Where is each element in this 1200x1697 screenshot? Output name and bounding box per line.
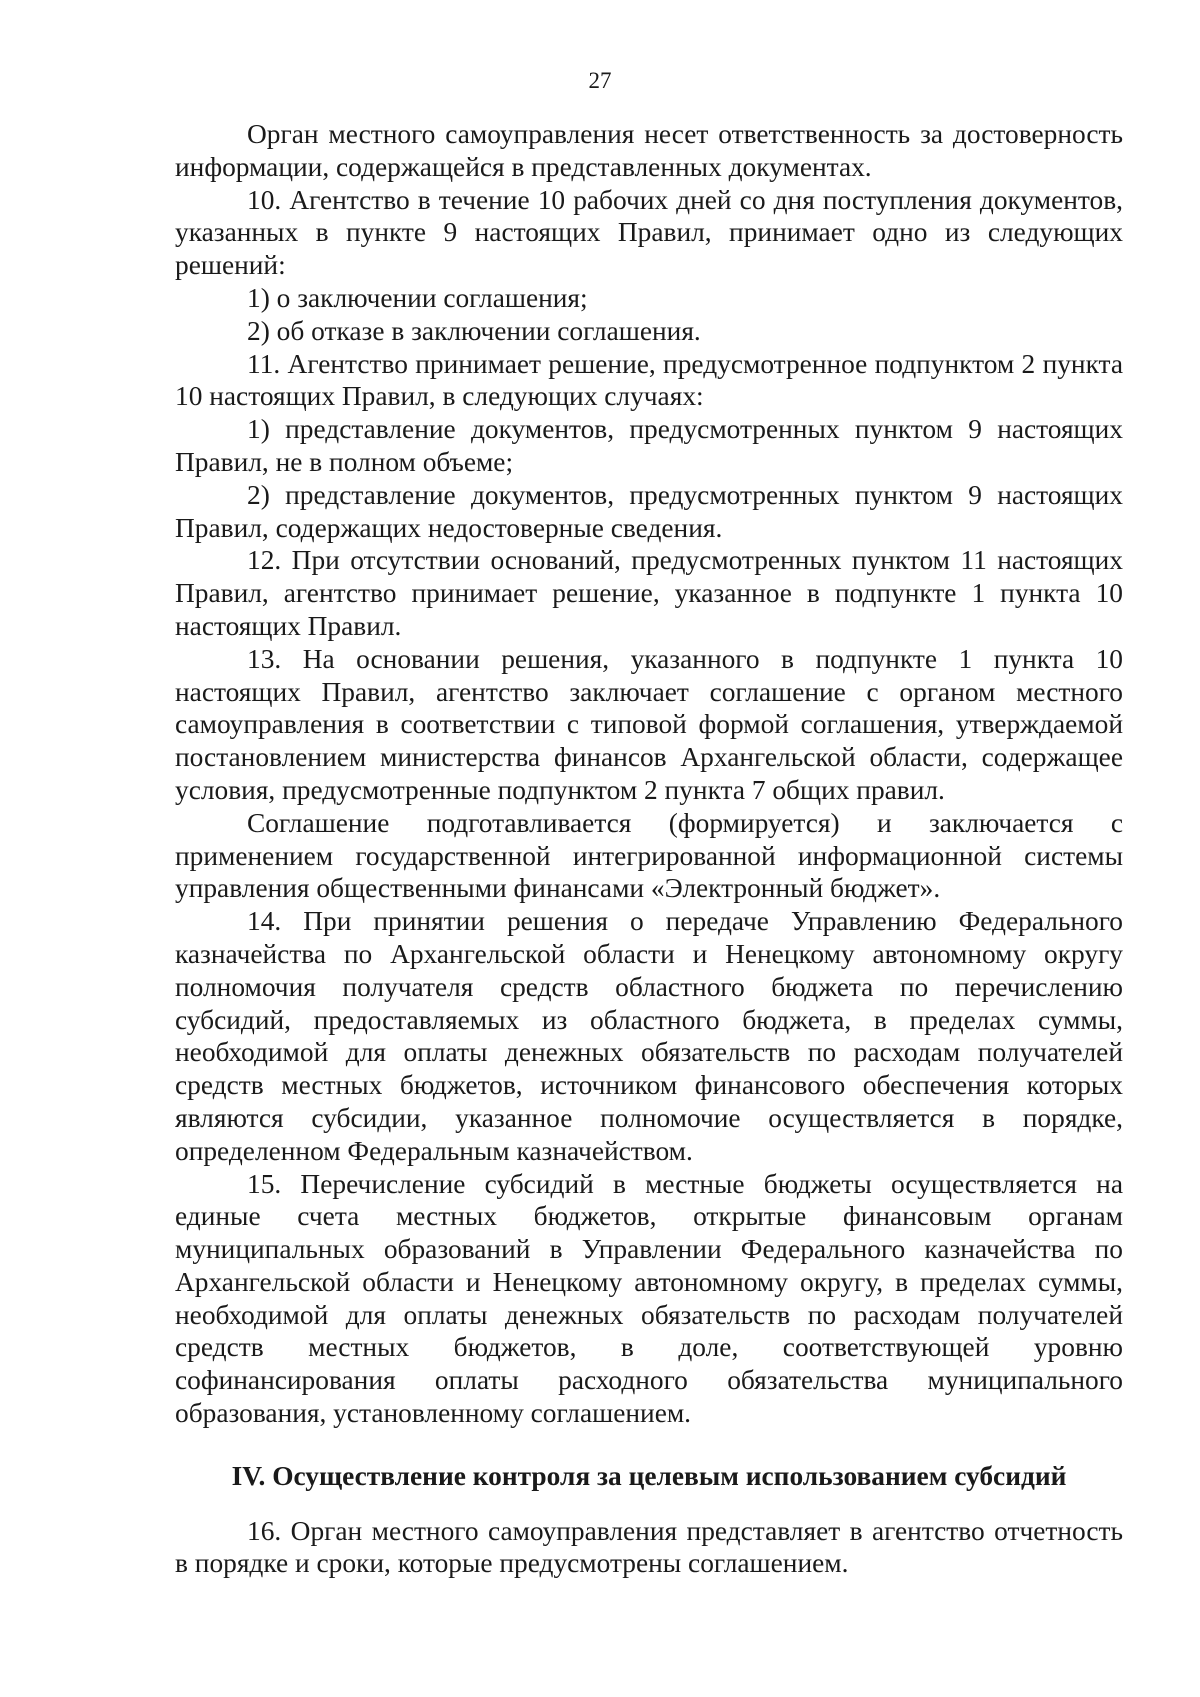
paragraph: 1) о заключении соглашения; (247, 282, 588, 313)
paragraph: 13. На основании решения, указанного в подпункте 1 пункта 10 настоящих Правил, агентство заключает соглашение с органом местного самоуправления в соответствии с типовой формой соглашения, утверждаемой постановлением министерства финансов Архангельской области, содержащее условия, предусмотренные подпунктом 2 пункта 7 общих правил. (175, 643, 1123, 805)
paragraph: Орган местного самоуправления несет ответственность за достоверность информации, содержащейся в представленных документах. (175, 119, 1123, 182)
paragraph: 2) представление документов, предусмотренных пунктом 9 настоящих Правил, содержащих недостоверные сведения. (175, 479, 1123, 543)
paragraph: 1) представление документов, предусмотренных пунктом 9 настоящих Правил, не в полном объеме; (175, 414, 1123, 477)
paragraph: 16. Орган местного самоуправления представляет в агентство отчетность в порядке и сроки, которые предусмотрены соглашением. (175, 1515, 1123, 1579)
document-body (175, 118, 1123, 1580)
paragraph: 10. Агентство в течение 10 рабочих дней со дня поступления документов, указанных в пункте 9 настоящих Правил, принимает одно из следующих решений: (175, 184, 1123, 281)
section-heading: IV. Осуществление контроля за целевым использованием субсидий (231, 1460, 1067, 1491)
page-number: 27 (588, 68, 612, 93)
paragraph: Соглашение подготавливается (формируется) и заключается с применением государственной интегрированной информационной системы управления общественными финансами «Электронный бюджет». (175, 807, 1123, 904)
paragraph: 14. При принятии решения о передаче Управлению Федерального казначейства по Архангельской области и Ненецкому автономному округу полномочия получателя средств областного бюджета по перечислению субсидий, предоставляемых из областного бюджета, в пределах суммы, необходимой для оплаты денежных обязательств по расходам получателей средств местных бюджетов, источником финансового обеспечения которых являются субсидии, указанное полномочие осуществляется в порядке, определенном Федеральным казначейством. (175, 906, 1123, 1166)
paragraph: 12. При отсутствии оснований, предусмотренных пунктом 11 настоящих Правил, агентство принимает решение, указанное в подпункте 1 пункта 10 настоящих Правил. (175, 545, 1123, 641)
paragraph: 2) об отказе в заключении соглашения. (247, 315, 701, 346)
paragraph: 15. Перечисление субсидий в местные бюджеты осуществляется на единые счета местных бюджетов, открытые финансовым органам муниципальных образований в Управлении Федерального казначейства по Архангельской области и Ненецкому автономному округу, в пределах суммы, необходимой для оплаты денежных обязательств по расходам получателей средств местных бюджетов, в доле, соответствующей уровню софинансирования оплаты расходного обязательства муниципального образования, установленному соглашением. (175, 1168, 1123, 1429)
paragraph: 11. Агентство принимает решение, предусмотренное подпунктом 2 пункта 10 настоящих Правил, в следующих случаях: (175, 348, 1123, 412)
